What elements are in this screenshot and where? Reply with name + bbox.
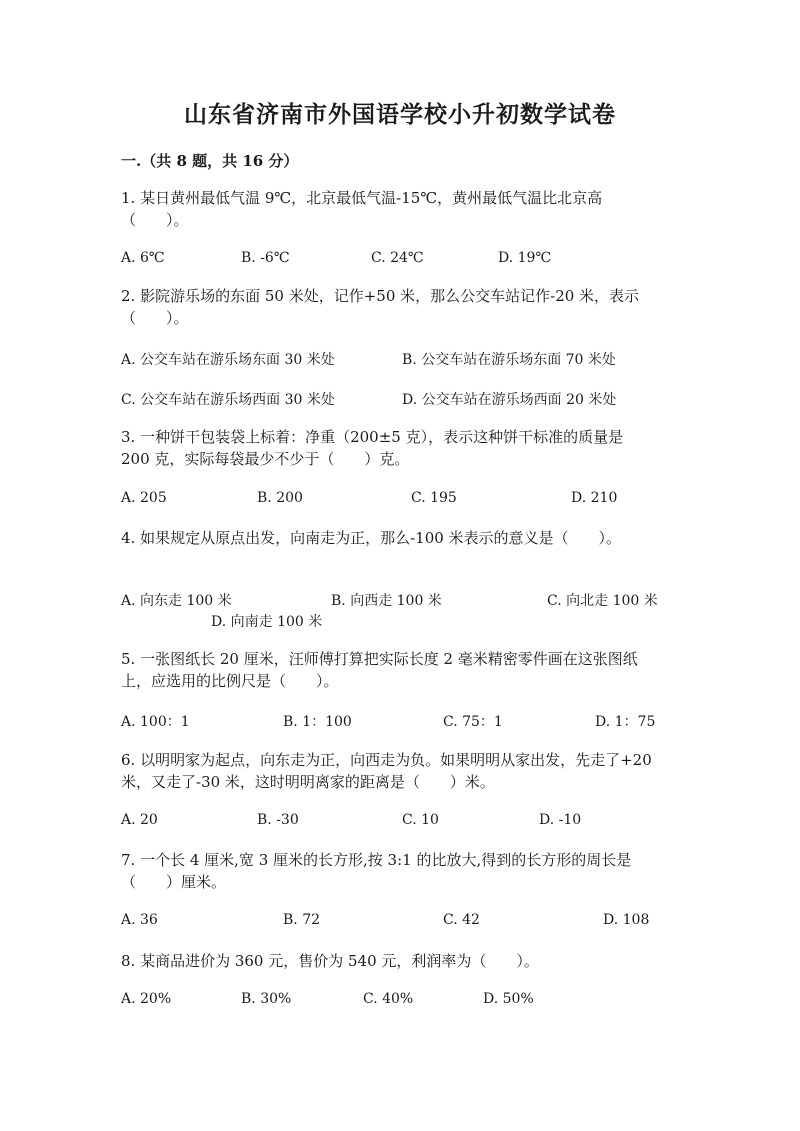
- option-d: D. 108: [603, 912, 650, 928]
- option-c: C. 75：1: [443, 714, 503, 730]
- option-a: A. 205: [121, 490, 167, 506]
- question-text-line: 3. 一种饼干包装袋上标着：净重（200±5 克），表示这种饼干标准的质量是: [121, 428, 624, 446]
- option-b: B. 公交车站在游乐场东面 70 米处: [402, 352, 616, 368]
- option-c: C. 10: [402, 812, 439, 828]
- option-d: D. 向南走 100 米: [211, 614, 323, 630]
- option-a: A. 20: [121, 812, 158, 828]
- option-b: B. -30: [257, 812, 299, 828]
- option-b: B. -6℃: [241, 250, 290, 266]
- question-8: [121, 950, 681, 972]
- option-d: D. 1：75: [595, 714, 656, 730]
- option-b: B. 1：100: [283, 714, 352, 730]
- question-text-line: 8. 某商品进价为 360 元，售价为 540 元，利润率为（ ）。: [121, 952, 539, 970]
- option-b: B. 72: [283, 912, 321, 928]
- option-c: C. 24℃: [371, 250, 424, 266]
- question-text-line: 7. 一个长 4 厘米,宽 3 厘米的长方形,按 3:1 的比放大,得到的长方形的周长是: [121, 851, 632, 869]
- question-2: [121, 285, 681, 329]
- option-a: A. 6℃: [121, 250, 165, 266]
- option-d: D. 210: [571, 490, 618, 506]
- option-b: B. 200: [257, 490, 303, 506]
- question-1: [121, 187, 681, 231]
- option-c: C. 195: [411, 490, 457, 506]
- question-3: [121, 426, 681, 470]
- question-text-line: （ ）。: [121, 309, 189, 327]
- question-text-line: 5. 一张图纸长 20 厘米，汪师傅打算把实际长度 2 毫米精密零件画在这张图纸: [121, 650, 638, 668]
- question-text-line: 米，又走了-30 米，这时明明离家的距离是（ ）米。: [121, 773, 495, 791]
- option-c: C. 40%: [363, 991, 414, 1007]
- option-a: A. 向东走 100 米: [121, 593, 232, 609]
- question-4: [121, 527, 681, 549]
- option-d: D. 50%: [483, 991, 534, 1007]
- question-5: [121, 648, 681, 692]
- option-d: D. 19℃: [498, 250, 552, 266]
- question-text-line: 6. 以明明家为起点，向东走为正，向西走为负。如果明明从家出发，先走了+20: [121, 751, 652, 769]
- option-a: A. 100：1: [121, 714, 190, 730]
- option-a: A. 36: [121, 912, 158, 928]
- question-text-line: （ ）厘米。: [121, 873, 227, 891]
- question-text-line: 200 克，实际每袋最少不少于（ ）克。: [121, 450, 410, 468]
- option-d: D. 公交车站在游乐场西面 20 米处: [402, 392, 617, 408]
- question-text-line: 1. 某日黄州最低气温 9℃，北京最低气温-15℃，黄州最低气温比北京高: [121, 189, 603, 207]
- question-text-line: （ ）。: [121, 211, 189, 229]
- question-text-line: 4. 如果规定从原点出发，向南走为正，那么-100 米表示的意义是（ ）。: [121, 529, 622, 547]
- option-a: A. 20%: [121, 991, 172, 1007]
- option-c: C. 42: [443, 912, 480, 928]
- question-6: [121, 749, 681, 793]
- option-c: C. 公交车站在游乐场西面 30 米处: [121, 392, 335, 408]
- page-title: 山东省济南市外国语学校小升初数学试卷: [184, 101, 616, 128]
- option-b: B. 向西走 100 米: [331, 593, 442, 609]
- question-7: [121, 849, 681, 893]
- question-text-line: 上，应选用的比例尺是（ ）。: [121, 672, 339, 690]
- section-heading: 一.（共 8 题，共 16 分）: [121, 152, 299, 170]
- option-b: B. 30%: [241, 991, 292, 1007]
- option-d: D. -10: [539, 812, 582, 828]
- question-text-line: 2. 影院游乐场的东面 50 米处，记作+50 米，那么公交车站记作-20 米，表示: [121, 287, 640, 305]
- option-c: C. 向北走 100 米: [547, 593, 658, 609]
- option-a: A. 公交车站在游乐场东面 30 米处: [121, 352, 335, 368]
